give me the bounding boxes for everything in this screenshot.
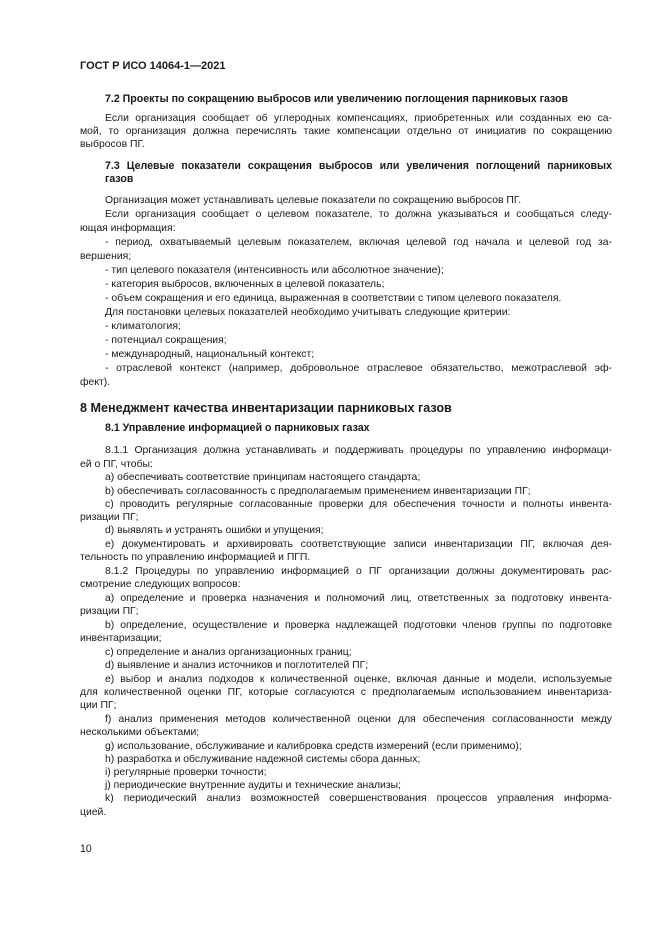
section-7-3-line: вершения; xyxy=(80,251,132,262)
section-7-3-line: Для постановки целевых показателей необходимо учитывать следующие критерии: xyxy=(105,307,511,318)
section-7-3-line: Если организация сообщает о целевом показателе, то должна указываться и сообщаться следу- xyxy=(105,209,612,220)
section-7-2-line: Если организация сообщает об углеродных компенсациях, приобретенных или созданных ею са- xyxy=(105,113,612,124)
section-8-line: смотрение следующих вопросов: xyxy=(80,579,241,590)
section-8-line: тельность по управлению информацией и ПГП. xyxy=(80,552,311,563)
section-8-line: 8.1.2 Процедуры по управлению информацией о ПГ организации должны документировать рас- xyxy=(105,566,612,577)
section-7-3-line: - объем сокращения и его единица, выраженная в соответствии с типом целевого показателя. xyxy=(105,293,562,304)
section-8-line: d) выявлять и устранять ошибки и упущения; xyxy=(105,525,324,536)
section-8-line: ей о ПГ, чтобы: xyxy=(80,459,153,470)
section-7-3-line: - потенциал сокращения; xyxy=(105,335,227,346)
section-8-line: ризации ПГ; xyxy=(80,606,139,617)
section-8-line: c) определение и анализ организационных границ; xyxy=(105,647,352,658)
section-8-line: e) документировать и архивировать соответствующие записи инвентаризации ПГ, включая дея- xyxy=(105,539,612,550)
section-8-line: f) анализ применения методов количественной оценки для обеспечения согласованности между xyxy=(105,714,612,725)
section-7-3-title: 7.3 Целевые показатели сокращения выбросов или увеличения поглощений парниковых xyxy=(105,160,612,172)
section-7-3-title-cont: газов xyxy=(105,173,134,185)
section-7-2-line: выбросов ПГ. xyxy=(80,139,145,150)
section-8-line: инвентаризации; xyxy=(80,633,162,644)
section-7-2-line: мой, то организация должна перечислять такие компенсации отдельно от инициатив по сокращению xyxy=(80,126,612,137)
page-number: 10 xyxy=(80,843,92,855)
section-8-line: цией. xyxy=(80,807,107,818)
section-8-line: b) обеспечивать согласованность с предполагаемым применением инвентаризации ПГ; xyxy=(105,486,531,497)
section-7-3-line: - климатология; xyxy=(105,321,181,332)
section-7-3-line: - международный, национальный контекст; xyxy=(105,349,315,360)
section-8-line: d) выявление и анализ источников и поглотителей ПГ; xyxy=(105,660,369,671)
section-7-3-line: ющая информация: xyxy=(80,223,176,234)
section-7-3-line: - категория выбросов, включенных в целевой показатель; xyxy=(105,279,385,290)
section-8-title: 8 Менеджмент качества инвентаризации парниковых газов xyxy=(80,401,452,415)
section-7-3-line: Организация может устанавливать целевые показатели по сокращению выбросов ПГ. xyxy=(105,195,522,206)
section-7-3-line: фект). xyxy=(80,377,111,388)
section-7-3-line: - отраслевой контекст (например, добровольное отраслевое обязательство, межотраслевой эф- xyxy=(105,363,612,374)
section-8-line: 8.1.1 Организация должна устанавливать и поддерживать процедуры по управлению информаци- xyxy=(105,445,612,456)
section-8-line: ризации ПГ; xyxy=(80,512,139,523)
section-8-line: a) обеспечивать соответствие принципам настоящего стандарта; xyxy=(105,472,421,483)
section-8-line: e) выбор и анализ подходов к количественной оценке, включая данные и модели, используемые xyxy=(105,674,612,685)
section-8-line: g) использование, обслуживание и калибровка средств измерений (если применимо); xyxy=(105,741,522,752)
section-8-line: несколькими объектами; xyxy=(80,727,200,738)
section-7-2-title: 7.2 Проекты по сокращению выбросов или увеличению поглощения парниковых газов xyxy=(105,93,569,105)
section-8-line: ции ПГ; xyxy=(80,700,117,711)
running-header: ГОСТ Р ИСО 14064-1—2021 xyxy=(80,60,226,72)
section-7-3-line: - тип целевого показателя (интенсивность или абсолютное значение); xyxy=(105,265,444,276)
section-8-line: h) разработка и обслуживание надежной системы сбора данных; xyxy=(105,754,421,765)
section-8-1-title: 8.1 Управление информацией о парниковых газах xyxy=(105,422,370,434)
section-8-line: c) проводить регулярные согласованные проверки для обеспечения точности и полноты инвента- xyxy=(105,499,612,510)
section-8-line: b) определение, осуществление и проверка надлежащей подготовки членов группы по подготовке xyxy=(105,620,612,631)
section-8-line: для количественной оценки ПГ, которые согласуются с предполагаемым использованием инвентаризa- xyxy=(80,687,612,698)
section-8-line: a) определение и проверка назначения и полномочий лиц, ответственных за подготовку инвента- xyxy=(105,593,612,604)
section-8-line: j) периодические внутренние аудиты и технические анализы; xyxy=(105,780,401,791)
section-8-line: i) регулярные проверки точности; xyxy=(105,767,267,778)
section-7-3-line: - период, охватываемый целевым показателем, включая целевой год начала и целевой год за- xyxy=(105,237,612,248)
section-8-line: k) периодический анализ возможностей совершенствования процессов управления информа- xyxy=(105,793,612,804)
